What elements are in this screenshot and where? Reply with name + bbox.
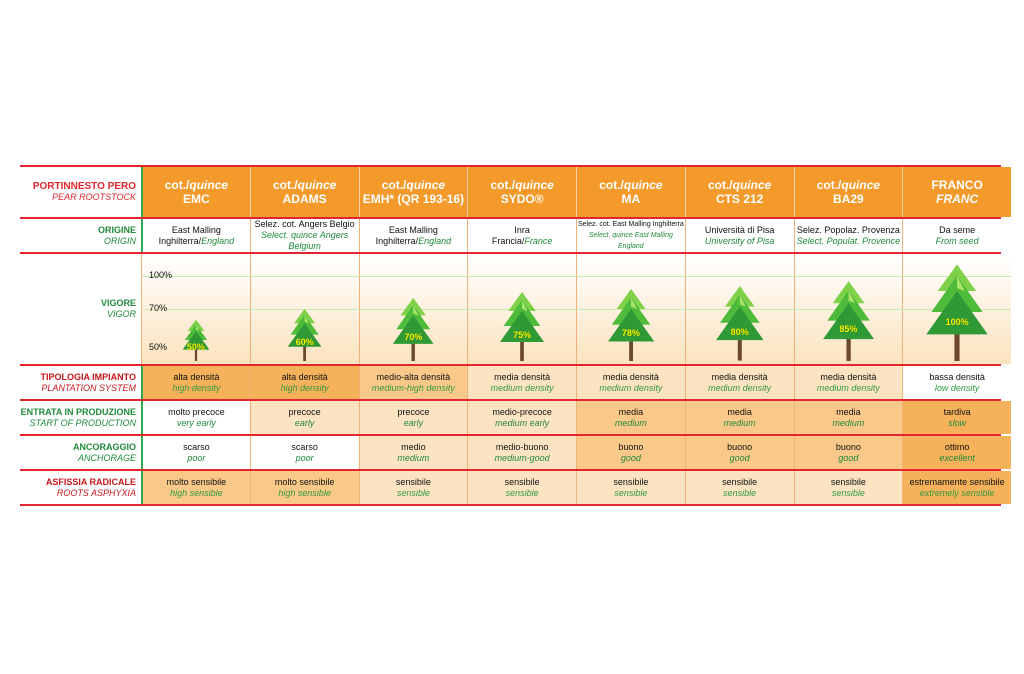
cell-en: high sensible <box>278 487 331 498</box>
origin-cell <box>794 219 903 252</box>
cell-en: medium density <box>599 382 663 393</box>
asphyxia-label <box>20 471 141 504</box>
plantation-cell <box>685 366 794 399</box>
origin-it2: Inghilterra/ <box>158 235 202 246</box>
gridline <box>141 309 1011 310</box>
column-name: SYDO® <box>500 192 544 206</box>
asphyxia-row <box>20 471 1005 504</box>
cell-it: sensibile <box>395 476 431 487</box>
cell-it: bassa densità <box>929 371 985 382</box>
cell-en: medium-good <box>494 452 550 463</box>
tree-icon <box>499 291 545 361</box>
cell-en: slow <box>948 417 967 428</box>
column-type <box>686 178 794 192</box>
cell-it: media densità <box>602 371 659 382</box>
cell-en: early <box>294 417 315 428</box>
anchorage-cell <box>576 436 685 469</box>
origin-line2 <box>795 236 903 247</box>
origin-en: England <box>201 235 235 246</box>
tree-icon <box>607 288 655 361</box>
column-type-it: cot./ <box>707 178 733 192</box>
origin-it2: Francia/ <box>491 235 525 246</box>
tree <box>925 263 989 361</box>
column-type-it: cot./ <box>164 178 190 192</box>
cell-en: good <box>729 452 750 463</box>
anchorage-cell <box>902 436 1011 469</box>
cell-it: media <box>618 406 644 417</box>
cell-en: medium <box>397 452 430 463</box>
vigor-axis-label: 100% <box>149 270 173 280</box>
column-name: BA29 <box>833 192 864 206</box>
vigor-value-label: 85% <box>839 324 858 335</box>
cell-en: sensible <box>614 487 648 498</box>
production-cell <box>576 401 685 434</box>
asphyxia-cells <box>141 471 1011 504</box>
vigor-value-label: 75% <box>513 329 532 340</box>
cell-it: precoce <box>288 406 321 417</box>
column-type <box>795 178 903 192</box>
origin-cell <box>359 219 468 252</box>
anchorage-cell <box>141 436 250 469</box>
vigor-label <box>20 254 141 364</box>
column-name: FRANC <box>936 192 979 206</box>
cell-en: medium <box>614 417 647 428</box>
cell-en: extremely sensible <box>919 487 995 498</box>
cell-en: medium density <box>490 382 554 393</box>
cell-it: scarso <box>291 441 318 452</box>
header-label <box>20 167 141 217</box>
cell-en: sensible <box>505 487 539 498</box>
rootstock-table <box>20 165 1005 506</box>
production-label <box>20 401 141 434</box>
divider <box>20 504 1001 506</box>
cell-en: sensible <box>831 487 865 498</box>
tree <box>822 280 875 361</box>
column-type-it: cot./ <box>816 178 842 192</box>
column-type-en: quince <box>406 178 446 192</box>
origin-en: Select. quince East Malling England <box>588 232 673 250</box>
tree-icon <box>925 263 989 361</box>
header-label-en: PEAR ROOTSTOCK <box>52 192 136 202</box>
cell-en: medium <box>723 417 756 428</box>
cell-en: medium density <box>816 382 880 393</box>
cell-it: medio-alta densità <box>376 371 451 382</box>
column-type <box>468 178 576 192</box>
origin-label-it: ORIGINE <box>97 224 136 235</box>
vigor-value-label: 70% <box>404 332 423 343</box>
cell-it: media densità <box>494 371 551 382</box>
cell-en: excellent <box>939 452 975 463</box>
vigor-value-label: 50% <box>186 342 205 353</box>
origin-cell <box>467 219 576 252</box>
anchorage-row <box>20 436 1001 469</box>
column-type-en: quince <box>732 178 772 192</box>
vigor-label-it: VIGORE <box>100 298 136 308</box>
production-cell <box>359 401 468 434</box>
vigor-value-label: 100% <box>945 316 969 327</box>
column-type-it: cot./ <box>272 178 298 192</box>
cell-it: molto sensibile <box>166 476 227 487</box>
cell-it: sensibile <box>830 476 866 487</box>
header-column-8 <box>902 167 1011 217</box>
production-label-en: START OF PRODUCTION <box>29 417 136 428</box>
column-type-it: cot./ <box>490 178 516 192</box>
tree <box>182 319 210 361</box>
asphyxia-label-en: ROOTS ASPHYXIA <box>56 487 136 498</box>
tree <box>607 288 655 361</box>
vigor-axis-label: 50% <box>149 342 168 352</box>
cell-it: tardiva <box>943 406 971 417</box>
cell-en: high density <box>172 382 221 393</box>
origin-line2 <box>903 236 1011 247</box>
cell-it: media <box>836 406 861 417</box>
asphyxia-cell <box>359 471 468 504</box>
origin-it: Selez. Popolaz. Provenza <box>796 224 900 235</box>
plantation-cell <box>141 366 250 399</box>
column-name: EMC <box>183 192 210 206</box>
cell-it: alta densità <box>173 371 220 382</box>
cell-it: sensibile <box>722 476 758 487</box>
origin-row <box>20 219 1001 252</box>
vigor-value-label: 60% <box>295 337 314 348</box>
column-type <box>143 178 250 192</box>
column-type-en: quince <box>189 178 229 192</box>
cell-en: poor <box>295 452 314 463</box>
origin-cell <box>250 219 359 252</box>
anchorage-cell <box>467 436 576 469</box>
origin-it: East Malling <box>171 224 221 235</box>
column-type-it: FRANCO <box>931 178 983 192</box>
cell-it: buono <box>727 441 753 452</box>
cell-it: molto sensibile <box>274 476 335 487</box>
column-type-it: cot./ <box>599 178 624 192</box>
plantation-cell <box>902 366 1011 399</box>
cell-it: medio-precoce <box>492 406 552 417</box>
asphyxia-cell <box>467 471 576 504</box>
production-cell <box>467 401 576 434</box>
column-name: CTS 212 <box>715 192 764 206</box>
origin-en: England <box>418 235 452 246</box>
tree-icon <box>287 308 322 361</box>
column-type-en: quince <box>515 178 554 192</box>
anchorage-cell <box>250 436 359 469</box>
tree <box>499 291 545 361</box>
asphyxia-cell <box>141 471 250 504</box>
cell-en: medium-high density <box>371 382 455 393</box>
header-row <box>20 167 1001 217</box>
column-type <box>251 178 359 192</box>
origin-it: Da seme <box>939 224 976 235</box>
plantation-cell <box>576 366 685 399</box>
vigor-row <box>20 254 1001 364</box>
tree <box>287 308 322 361</box>
cell-it: ottimo <box>944 441 970 452</box>
tree-icon <box>182 319 210 361</box>
plantation-label-it: TIPOLOGIA IMPIANTO <box>40 371 136 382</box>
origin-cell <box>902 219 1011 252</box>
plantation-cell <box>250 366 359 399</box>
tree-icon <box>822 280 875 361</box>
origin-it: Inra <box>514 224 530 235</box>
plantation-cell <box>467 366 576 399</box>
column-type <box>360 178 468 192</box>
gridline <box>141 276 1011 277</box>
header-column-3 <box>359 167 468 217</box>
cell-en: sensible <box>723 487 757 498</box>
origin-cells <box>141 219 1011 252</box>
anchorage-cells <box>141 436 1011 469</box>
anchorage-label-it: ANCORAGGIO <box>73 441 136 452</box>
header-column-7 <box>794 167 903 217</box>
origin-en: Select. quince Angers Belgium <box>261 230 349 251</box>
production-cell <box>902 401 1011 434</box>
header-column-6 <box>685 167 794 217</box>
header-label-it: PORTINNESTO PERO <box>32 181 136 192</box>
cell-en: medium <box>832 417 865 428</box>
asphyxia-cell <box>794 471 903 504</box>
cell-it: sensibile <box>613 476 649 487</box>
vigor-value-label: 78% <box>621 327 640 338</box>
origin-line2 <box>468 236 576 247</box>
cell-it: buono <box>835 441 861 452</box>
origin-en: France <box>524 235 553 246</box>
origin-it2: Inghilterra/ <box>375 235 419 246</box>
plantation-cell <box>794 366 903 399</box>
origin-cell <box>141 219 250 252</box>
cell-en: high sensible <box>170 487 223 498</box>
production-cell <box>794 401 903 434</box>
cell-en: very early <box>176 417 216 428</box>
origin-line2 <box>577 230 685 252</box>
column-type <box>577 178 685 192</box>
origin-it: Selez. cot. East Malling Inghilterra <box>577 221 684 228</box>
cell-it: media densità <box>820 371 877 382</box>
tree-icon <box>392 297 434 361</box>
origin-it: Selez. cot. Angers Belgio <box>254 219 355 229</box>
production-cell <box>141 401 250 434</box>
column-name: ADAMS <box>282 192 327 206</box>
cell-it: media densità <box>711 371 768 382</box>
anchorage-cell <box>359 436 468 469</box>
cell-it: sensibile <box>504 476 540 487</box>
cell-en: poor <box>187 452 206 463</box>
header-cells <box>141 167 1011 217</box>
cell-it: media <box>727 406 752 417</box>
production-label-it: ENTRATA IN PRODUZIONE <box>20 406 136 417</box>
cell-en: high density <box>280 382 329 393</box>
column-type-en: quince <box>841 178 881 192</box>
origin-it: Università di Pisa <box>704 224 775 235</box>
cell-en: medium density <box>708 382 772 393</box>
column-type-en: quince <box>623 178 663 192</box>
cell-it: buono <box>618 441 644 452</box>
production-cell <box>685 401 794 434</box>
production-row <box>20 401 1001 434</box>
origin-cell <box>685 219 794 252</box>
origin-line2 <box>143 236 250 247</box>
plantation-label <box>20 366 141 399</box>
origin-cell <box>576 219 685 252</box>
header-column-4 <box>467 167 576 217</box>
origin-line2 <box>686 236 794 247</box>
asphyxia-label-it: ASFISSIA RADICALE <box>45 476 136 487</box>
anchorage-cell <box>685 436 794 469</box>
cell-it: precoce <box>397 406 430 417</box>
origin-label-en: ORIGIN <box>103 235 136 246</box>
anchorage-cell <box>794 436 903 469</box>
cell-en: early <box>403 417 424 428</box>
header-column-1 <box>141 167 250 217</box>
cell-it: molto precoce <box>168 406 225 417</box>
column-type-it: cot./ <box>381 178 407 192</box>
production-cell <box>250 401 359 434</box>
header-column-5 <box>576 167 685 217</box>
cell-it: alta densità <box>281 371 328 382</box>
column-name: MA <box>621 192 641 206</box>
cell-it: scarso <box>183 441 210 452</box>
anchorage-label-en: ANCHORAGE <box>77 452 136 463</box>
cell-it: estremamente sensibile <box>909 476 1005 487</box>
header-column-2 <box>250 167 359 217</box>
asphyxia-cell <box>250 471 359 504</box>
origin-line2 <box>360 236 468 247</box>
cell-it: medio <box>401 441 426 452</box>
cell-en: sensible <box>396 487 430 498</box>
origin-line2 <box>251 230 359 252</box>
tree <box>392 297 434 361</box>
plantation-label-en: PLANTATION SYSTEM <box>41 382 136 393</box>
cell-en: good <box>838 452 859 463</box>
origin-en: University of Pisa <box>704 235 775 246</box>
plantation-cell <box>359 366 468 399</box>
column-name: EMH* (QR 193-16) <box>362 192 465 206</box>
cell-en: low density <box>934 382 980 393</box>
cell-en: medium early <box>495 417 550 428</box>
asphyxia-cell <box>685 471 794 504</box>
vigor-value-label: 80% <box>730 326 749 337</box>
asphyxia-cell <box>576 471 685 504</box>
column-type <box>903 178 1011 192</box>
tree-icon <box>715 285 765 361</box>
anchorage-label <box>20 436 141 469</box>
plantation-row <box>20 366 1001 399</box>
vigor-axis-label: 70% <box>149 303 168 313</box>
rows-container <box>20 366 1005 506</box>
origin-label <box>20 219 141 252</box>
origin-en: Select. Populat. Provence <box>796 235 901 246</box>
cell-it: medio-buono <box>495 441 549 452</box>
origin-en: From seed <box>935 235 979 246</box>
vigor-cells <box>141 254 1011 364</box>
plantation-cells <box>141 366 1011 399</box>
column-type-en: quince <box>297 178 337 192</box>
asphyxia-cell <box>902 471 1011 504</box>
tree <box>715 285 765 361</box>
production-cells <box>141 401 1011 434</box>
origin-it: East Malling <box>388 224 438 235</box>
vigor-label-en: VIGOR <box>106 309 136 319</box>
cell-en: good <box>620 452 641 463</box>
